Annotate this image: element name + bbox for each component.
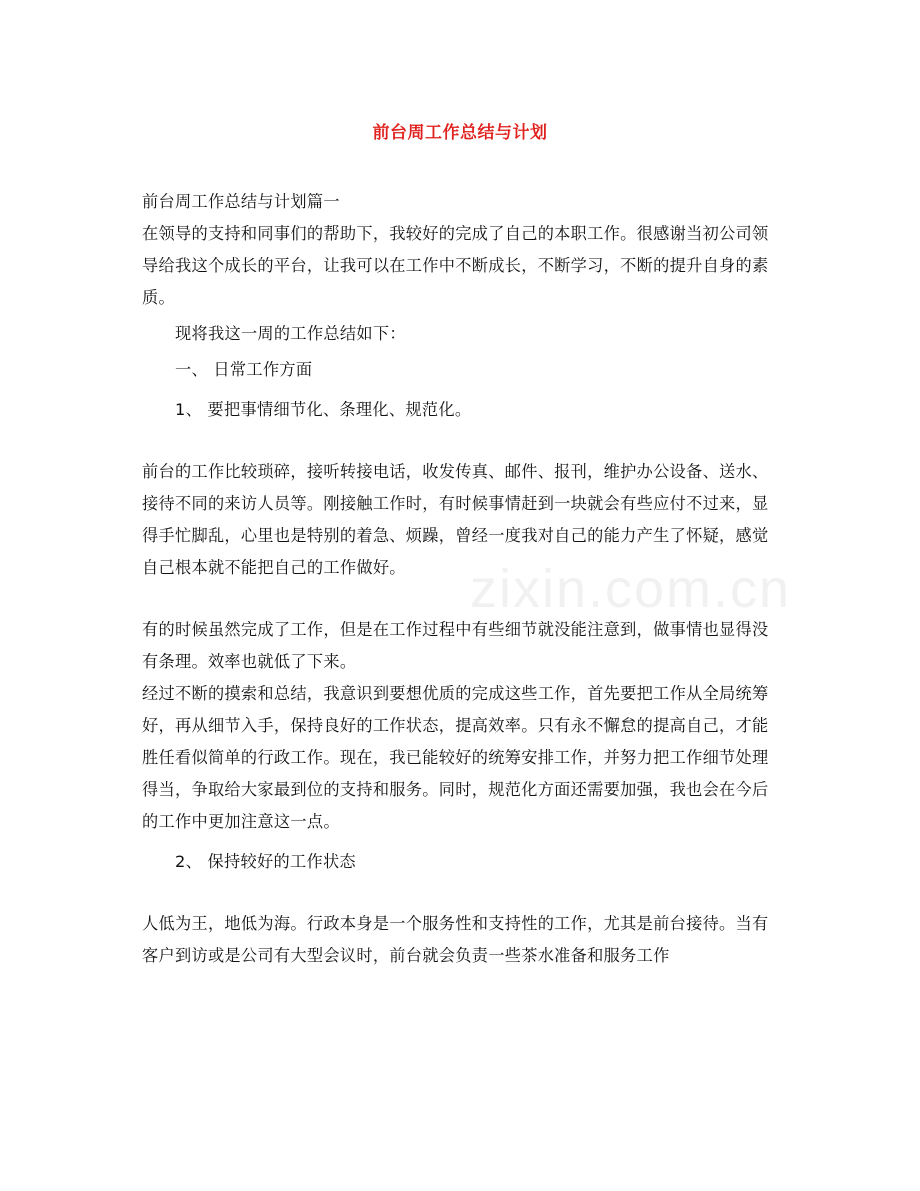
paragraph: 在领导的支持和同事们的帮助下，我较好的完成了自己的本职工作。很感谢当初公司领导给我这个成长的平台，让我可以在工作中不断成长，不断学习，不断的提升自身的素质。: [142, 224, 769, 307]
paragraph: 经过不断的摸索和总结，我意识到要想优质的完成这些工作，首先要把工作从全局统筹好，再从细节入手，保持良好的工作状态，提高效率。只有永不懈怠的提高自己，才能胜任看似简单的行政工作。现在，我已能较好的统筹安排工作，并努力把工作细节处理得当，争取给大家最到位的支持和服务。同时，规范化方面还需要加强，我也会在今后的工作中更加注意这一点。: [142, 684, 769, 831]
paragraph: 现将我这一周的工作总结如下：: [175, 324, 406, 343]
paragraph: 前台的工作比较琐碎，接听转接电话，收发传真、邮件、报刊，维护办公设备、送水、接待不同的来访人员等。刚接触工作时，有时候事情赶到一块就会有些应付不过来，显得手忙脚乱，心里也是特别的着急、烦躁，曾经一度我对自己的能力产生了怀疑，感觉自己根本就不能把自己的工作做好。: [142, 462, 769, 577]
section-heading: 前台周工作总结与计划篇一: [142, 192, 340, 211]
paragraph: 有的时候虽然完成了工作，但是在工作过程中有些细节就没能注意到，做事情也显得没有条理。效率也就低了下来。: [142, 620, 769, 671]
paragraph: 人低为王，地低为海。行政本身是一个服务性和支持性的工作，尤其是前台接待。当有客户到访或是公司有大型会议时，前台就会负责一些茶水准备和服务工作: [142, 914, 769, 965]
document-body: [142, 186, 774, 972]
list-heading: 一、 日常工作方面: [175, 360, 313, 379]
watermark: zixin.com.cn: [470, 559, 792, 619]
list-item: 2、 保持较好的工作状态: [175, 852, 356, 871]
document-title: 前台周工作总结与计划: [372, 123, 548, 143]
list-item: 1、 要把事情细节化、条理化、规范化。: [175, 400, 472, 419]
